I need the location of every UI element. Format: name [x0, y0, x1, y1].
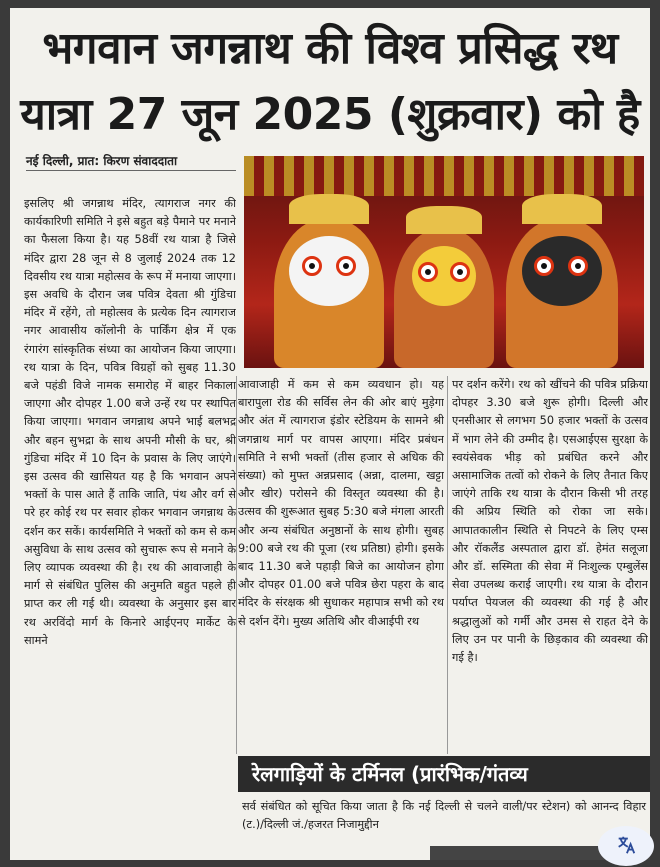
column-divider: [447, 376, 448, 754]
headline-line-2: यात्रा 27 जून 2025 (शुक्रवार) को है: [20, 89, 640, 140]
dateline: नई दिल्ली, प्रात: किरण संवाददाता: [26, 154, 178, 168]
headline-line-1: भगवान जगन्नाथ की विश्व प्रसिद्ध रथ: [42, 23, 618, 74]
dateline-rule: [26, 170, 236, 171]
deity-figure-left: [274, 218, 384, 368]
newspaper-page: [10, 8, 650, 860]
article-column-3: पर दर्शन करेंगे। रथ को खींचने की पवित्र प्रक्रिया दोपहर 3.30 बजे शुरू होगी। दिल्ली और एनसीआर से लगभग 50 हजार भक्तों के उत्सव में भाग लेने की उम्मीद है। एसआईएस सुरक्षा के स्वयंसेवक भीड़ को प्रबंधित करने और असामाजिक तत्वों को रोकने के लिए तैनात किए जाएंगे ताकि रथ यात्रा के दौरान किसी भी तरह की अप्रिय स्थिति को रोका जा सके। आपातकालीन स्थिति से निपटने के लिए एम्स और रॉकलैंड अस्पताल द्वारा डॉ. हेमंत सलूजा और डॉ. सस्मिता की सेवा में निःशुल्क एम्बुलेंस सेवा उपलब्ध कराई जाएगी। रथ यात्रा के दौरान पर्याप्त पेयजल की व्यवस्था की गई है और श्रद्धालुओं को गर्मी और उमस से राहत देने के लिए उन पर पानी के छिड़काव की व्यवस्था की गई है।: [452, 378, 648, 665]
deity-figure-right: [506, 218, 618, 368]
deities-photo: [244, 156, 644, 368]
photo-canopy: [244, 156, 644, 196]
railway-notice-banner: रेलगाड़ियों के टर्मिनल (प्रारंभिक/गंतव्य: [238, 756, 650, 792]
article-column-1: इसलिए श्री जगन्नाथ मंदिर, त्यागराज नगर की कार्यकारिणी समिति ने इसे बहुत बड़े पैमाने पर मनाने का फैसला किया है। यह 58वीं रथ यात्रा है जिसे मंदिर द्वारा 28 जून से 8 जुलाई 2024 तक 12 दिवसीय रथ यात्रा महोत्सव के रूप में मनाया जाएगा। इस अवधि के दौरान जब पवित्र देवता श्री गुंडिचा मंदिर में रहेंगे, तो महोत्सव के प्रत्येक दिन त्यागराज नगर आवासीय कॉलोनी के पार्किंग क्षेत्र में एक रंगारंग सांस्कृतिक संध्या का आयोजन किया जाएगा। रथ यात्रा के दिन, पवित्र विग्रहों को सुबह 11.30 बजे पहंडी विजे नामक समारोह में बाहर निकाला जाएगा और दोपहर 1.00 बजे उन्हें रथ पर स्थापित किया जाएगा। भगवान जगन्नाथ अपने भाई बलभद्र और बहन सुभद्रा के साथ अपनी मौसी के घर, श्री गुंडिचा मंदिर में 10 दिन के प्रवास के लिए जाएंगे। इस उत्सव की खासियत यह है कि भगवान अपने भक्तों के पास आते हैं ताकि जाति, पंथ और वर्ग से परे हर कोई रथ पर सवार होकर भगवान जगन्नाथ के दर्शन कर सकें। कार्यसमिति ने भक्तों को कम से कम असुविधा के साथ उत्सव को सुचारू रूप से मनाने के लिए व्यापक व्यवस्था की है। रथ की आवाजाही के मार्ग से संबंधित पुलिस की अनुमति बहुत पहले ही प्राप्त कर ली गई थी। व्यवस्था के अनुसार इस बार रथ अरविंदो मार्ग के किनारे आईएनए मार्केट के सामने: [24, 197, 236, 647]
article-column-2: आवाजाही में कम से कम व्यवधान हो। यह बारापुला रोड की सर्विस लेन की ओर बाएं मुड़ेगा और अंत में त्यागराज इंडोर स्टेडियम के सामने श्री जगन्नाथ मार्ग पर वापस आएगा। मंदिर प्रबंधन समिति ने सभी भक्तों (तीस हजार से अधिक की संख्या) को मुफ्त अन्नप्रसाद (अन्ना, दालमा, खट्टा और खीर) परोसने की विस्तृत व्यवस्था की है। उत्सव की शुरूआत सुबह 5:30 बजे मंगला आरती और अन्य संबंधित अनुष्ठानों के साथ होगी। सुबह 9:00 बजे रथ की पूजा (रथ प्रतिष्ठा) होगी। इसके बाद 11.30 बजे पहाड़ी बिजे का आयोजन होगा और दोपहर 01.00 बजे पवित्र छेरा पहरा के बाद मंदिर के संरक्षक श्री सुधाकर महापात्र सभी को रथ से दर्शन देंगे। मुख्य अतिथि और वीआईपी रथ: [238, 378, 444, 628]
railway-notice-text: सर्व संबंधित को सूचित किया जाता है कि नई दिल्ली से चलने वाली/पर स्टेशन) को आनन्द विहार (ट.)/दिल्ली जं./हजरत निजामुद्दीन: [242, 800, 646, 831]
column-divider: [236, 376, 237, 754]
deity-figure-center: [394, 228, 494, 368]
translate-icon[interactable]: [598, 826, 654, 866]
